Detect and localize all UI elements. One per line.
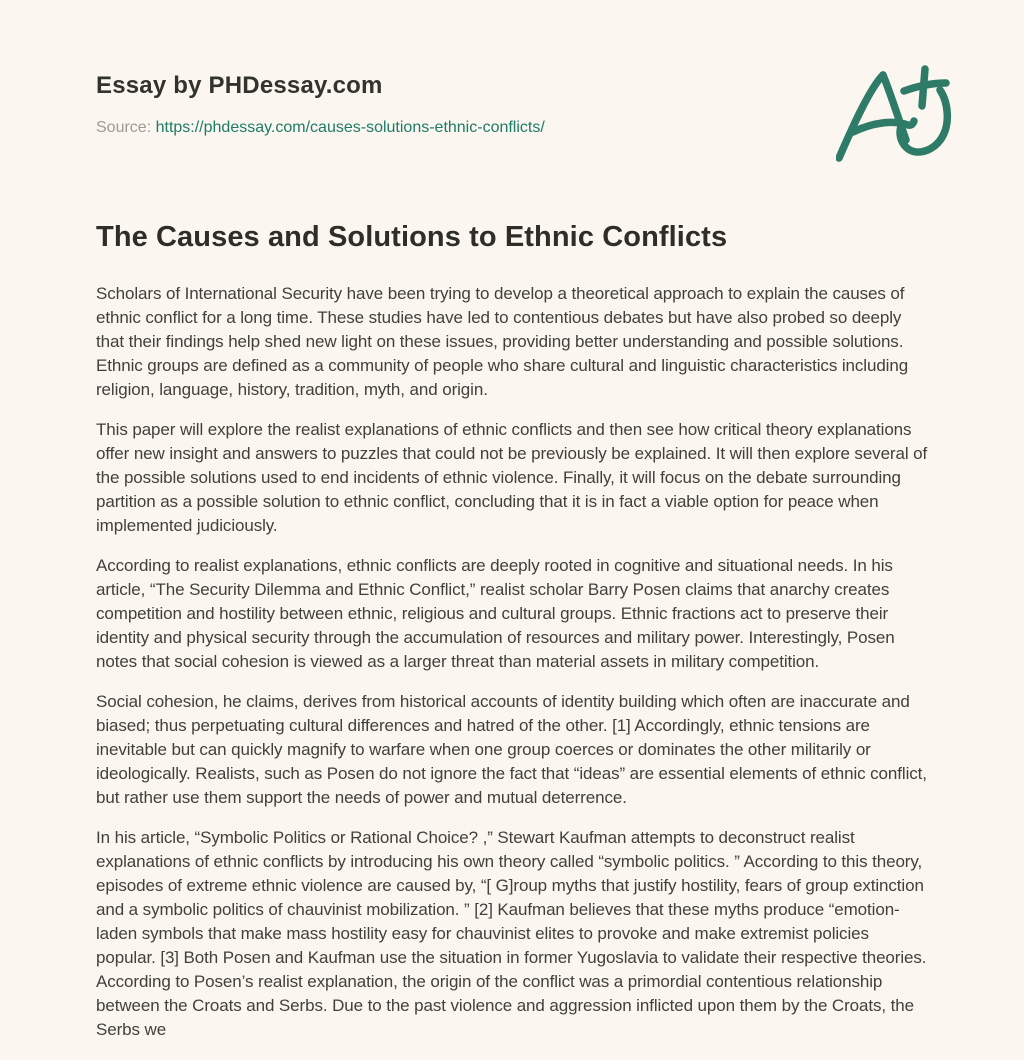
source-url-link[interactable]: https://phdessay.com/causes-solutions-ethnic-conflicts/ xyxy=(155,119,545,136)
article-title: The Causes and Solutions to Ethnic Conflicts xyxy=(96,221,728,253)
site-title: Essay by PHDessay.com xyxy=(96,72,383,99)
paragraph-1: Scholars of International Security have been trying to develop a theoretical approach to explain the causes of ethnic conflict for a long time. These studies have led to contentious debates but have also probed so deeply that their findings help shed new light on these issues, providing better understanding and possible solutions. Ethnic groups are defined as a community of people who share cultural and linguistic characteristics including religion, language, history, tradition, myth, and origin. xyxy=(96,284,909,399)
paragraph-3: According to realist explanations, ethnic conflicts are deeply rooted in cognitive and situational needs. In his article, “The Security Dilemma and Ethnic Conflict,” realist scholar Barry Posen claims that anarchy creates competition and hostility between ethnic, religious and cultural groups. Ethnic fractions act to preserve their identity and physical security through the accumulation of resources and military power. Interestingly, Posen notes that social cohesion is viewed as a larger threat than material assets in military competition. xyxy=(96,556,895,671)
paragraph-4: Social cohesion, he claims, derives from historical accounts of identity building which often are inaccurate and biased; thus perpetuating cultural differences and hatred of the other. [1] Accordingly, ethnic tensions are inevitable but can quickly magnify to warfare when one group coerces or dominates the other militarily or ideologically. Realists, such as Posen do not ignore the fact that “ideas” are essential elements of ethnic conflict, but rather use them support the needs of power and mutual deterrence. xyxy=(96,692,927,807)
paragraph-2: This paper will explore the realist explanations of ethnic conflicts and then see how critical theory explanations offer new insight and answers to puzzles that could not be previously be explained. It will then explore several of the possible solutions used to end incidents of ethnic violence. Finally, it will focus on the debate surrounding partition as a possible solution to ethnic conflict, concluding that it is in fact a viable option for peace when implemented judiciously. xyxy=(96,420,928,535)
a-plus-logo-icon xyxy=(836,62,958,162)
paragraph-5: In his article, “Symbolic Politics or Rational Choice? ,” Stewart Kaufman attempts to deconstruct realist explanations of ethnic conflicts by introducing his own theory called “symbolic politics. ” According to this theory, episodes of extreme ethnic violence are caused by, “[ G]roup myths that justify hostility, fears of group extinction and a symbolic politics of chauvinist mobilization. ” [2] Kaufman believes that these myths produce “emotion-laden symbols that make mass hostility easy for chauvinist elites to provoke and make extremist policies popular. [3] Both Posen and Kaufman use the situation in former Yugoslavia to validate their respective theories. According to Posen’s realist explanation, the origin of the conflict was a primordial contentious relationship between the Croats and Serbs. Due to the past violence and aggression inflicted upon them by the Croats, the Serbs we xyxy=(96,828,927,1039)
source-label: Source: xyxy=(96,119,152,136)
article-body xyxy=(96,282,928,1042)
source-line xyxy=(96,116,928,140)
